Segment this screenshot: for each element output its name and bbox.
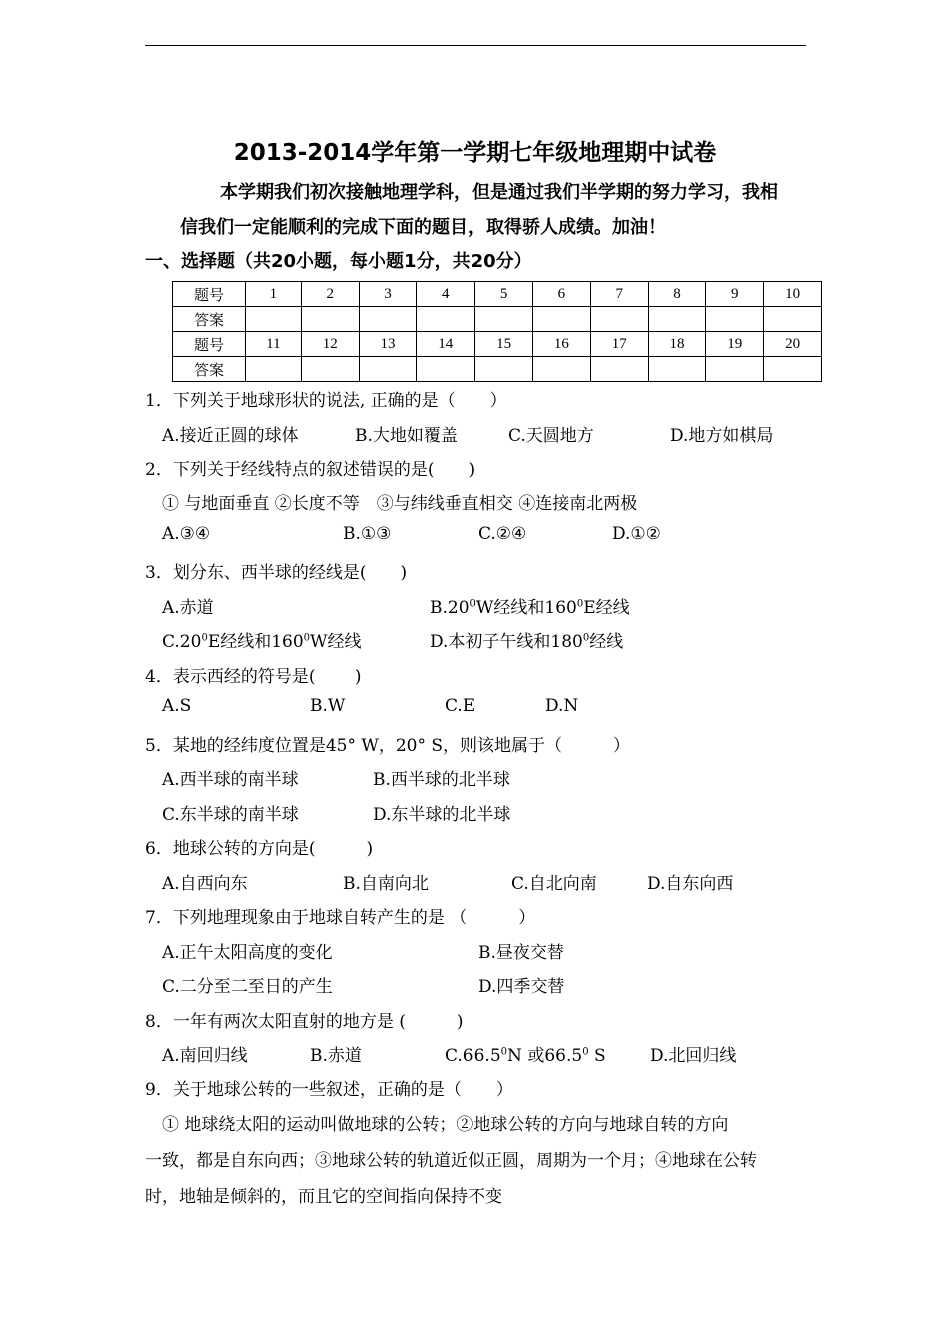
question-stem: 8．一年有两次太阳直射的地方是 ( ) — [145, 1012, 464, 1032]
table-cell: 9 — [706, 282, 764, 307]
option-b: B.自南向北 — [343, 874, 429, 894]
option-c: C.②④ — [478, 524, 527, 544]
answer-cell[interactable] — [359, 357, 417, 382]
answer-cell[interactable] — [533, 307, 591, 332]
option-c: C.66.5$^0$N 或66.5$^0$ S — [445, 1046, 606, 1066]
answer-cell[interactable] — [359, 307, 417, 332]
option-d: D.北回归线 — [650, 1046, 737, 1066]
table-cell: 15 — [475, 332, 533, 357]
table-row — [173, 332, 822, 357]
option-d: D.①② — [612, 524, 661, 544]
question-text-line: 一致，都是自东向西；③地球公转的轨道近似正圆，周期为一个月；④地球在公转 — [145, 1151, 757, 1171]
answer-cell[interactable] — [246, 357, 302, 382]
answer-cell[interactable] — [764, 357, 822, 382]
answer-cell[interactable] — [475, 307, 533, 332]
option-b: $B.20^0W$经线和$160^0E$经线 — [430, 598, 630, 618]
table-row — [173, 282, 822, 307]
option-d: D.自东向西 — [647, 874, 734, 894]
question-text-line: ① 地球绕太阳的运动叫做地球的公转；②地球公转的方向与地球自转的方向 — [162, 1115, 729, 1135]
option-a: A.接近正圆的球体 — [162, 426, 299, 446]
option-a: A.西半球的南半球 — [162, 770, 299, 790]
option-a: A.S — [162, 696, 192, 716]
option-b: B.W — [310, 696, 346, 716]
option-c: C.E — [445, 696, 476, 716]
option-d: D.东半球的北半球 — [373, 805, 511, 825]
option-c: C.天圆地方 — [508, 426, 594, 446]
answer-cell[interactable] — [475, 357, 533, 382]
answer-cell[interactable] — [417, 307, 475, 332]
table-cell: 1 — [246, 282, 302, 307]
question-items: ① 与地面垂直 ②长度不等 ③与纬线垂直相交 ④连接南北两极 — [162, 494, 638, 514]
intro-line-2: 信我们一定能顺利的完成下面的题目，取得骄人成绩。加油！ — [180, 217, 666, 238]
answer-table — [172, 281, 822, 382]
option-c: C.二分至二至日的产生 — [162, 977, 333, 997]
question-stem: 9．关于地球公转的一些叙述，正确的是（ ） — [145, 1080, 513, 1100]
table-cell: 2 — [301, 282, 359, 307]
option-d: D.本初子午线和$180^0$经线 — [430, 632, 624, 652]
table-label: 答案 — [173, 357, 246, 382]
option-b: B.大地如覆盖 — [355, 426, 458, 446]
section-heading: 一、选择题（共20小题，每小题1分，共20分） — [145, 251, 532, 272]
table-cell: 3 — [359, 282, 417, 307]
option-d: D.地方如棋局 — [670, 426, 774, 446]
option-a: A.南回归线 — [162, 1046, 248, 1066]
page-title: 2013-2014学年第一学期七年级地理期中试卷 — [233, 140, 717, 166]
table-cell: 5 — [475, 282, 533, 307]
answer-cell[interactable] — [764, 307, 822, 332]
answer-cell[interactable] — [590, 307, 648, 332]
answer-cell[interactable] — [301, 357, 359, 382]
table-cell: 6 — [533, 282, 591, 307]
option-c: $C.20^0E$经线和$160^0W$经线 — [162, 632, 362, 652]
table-cell: 20 — [764, 332, 822, 357]
table-label: 题号 — [173, 332, 246, 357]
option-c: C.自北向南 — [511, 874, 597, 894]
table-cell: 17 — [590, 332, 648, 357]
table-row — [173, 357, 822, 382]
header-rule — [145, 45, 806, 46]
option-a: A.赤道 — [162, 598, 214, 618]
table-cell: 18 — [648, 332, 706, 357]
table-cell: 16 — [533, 332, 591, 357]
table-cell: 12 — [301, 332, 359, 357]
option-d: D.N — [545, 696, 579, 716]
answer-cell[interactable] — [590, 357, 648, 382]
option-a: A.自西向东 — [162, 874, 248, 894]
question-stem: 4．表示西经的符号是( ) — [145, 667, 362, 687]
table-cell: 8 — [648, 282, 706, 307]
question-stem: 6．地球公转的方向是( ) — [145, 839, 374, 859]
question-stem: 5．某地的经纬度位置是45° W，20° S，则该地属于（ ） — [145, 736, 631, 756]
answer-cell[interactable] — [246, 307, 302, 332]
table-cell: 10 — [764, 282, 822, 307]
intro-line-1: 本学期我们初次接触地理学科，但是通过我们半学期的努力学习，我相 — [220, 182, 778, 203]
question-stem: 3．划分东、西半球的经线是( ) — [145, 563, 408, 583]
option-b: B.昼夜交替 — [478, 943, 564, 963]
answer-cell[interactable] — [417, 357, 475, 382]
answer-cell[interactable] — [648, 357, 706, 382]
question-stem: 2．下列关于经线特点的叙述错误的是( ) — [145, 460, 476, 480]
answer-cell[interactable] — [301, 307, 359, 332]
answer-cell[interactable] — [648, 307, 706, 332]
table-cell: 11 — [246, 332, 302, 357]
option-d: D.四季交替 — [478, 977, 565, 997]
option-b: B.赤道 — [310, 1046, 362, 1066]
option-c: C.东半球的南半球 — [162, 805, 299, 825]
table-cell: 7 — [590, 282, 648, 307]
table-cell: 14 — [417, 332, 475, 357]
table-cell: 4 — [417, 282, 475, 307]
option-a: A.③④ — [162, 524, 211, 544]
answer-cell[interactable] — [533, 357, 591, 382]
option-a: A.正午太阳高度的变化 — [162, 943, 333, 963]
table-cell: 13 — [359, 332, 417, 357]
table-label: 题号 — [173, 282, 246, 307]
question-text-line: 时，地轴是倾斜的，而且它的空间指向保持不变 — [145, 1187, 502, 1207]
answer-cell[interactable] — [706, 307, 764, 332]
question-stem: 7．下列地理现象由于地球自转产生的是 （ ） — [145, 908, 536, 928]
option-b: B.①③ — [343, 524, 392, 544]
answer-cell[interactable] — [706, 357, 764, 382]
table-row — [173, 307, 822, 332]
table-cell: 19 — [706, 332, 764, 357]
option-b: B.西半球的北半球 — [373, 770, 510, 790]
table-label: 答案 — [173, 307, 246, 332]
question-stem: 1．下列关于地球形状的说法, 正确的是（ ） — [145, 391, 507, 411]
